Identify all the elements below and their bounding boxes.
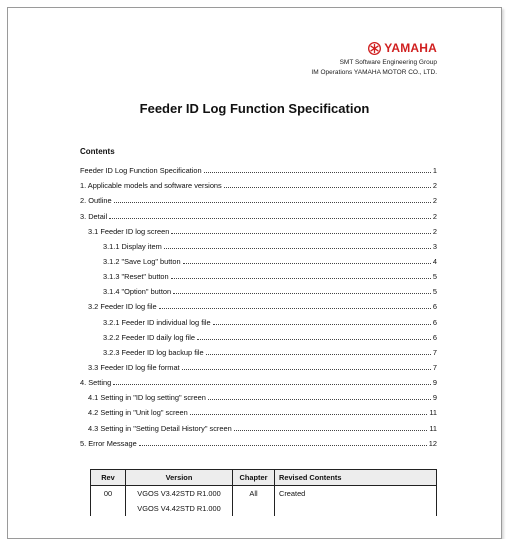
cell-version: VGOS V4.42STD R1.000 [126, 501, 233, 516]
toc-page-number: 11 [429, 423, 437, 433]
table-row [91, 486, 437, 502]
header-version: Version [126, 470, 233, 486]
header-chapter: Chapter [233, 470, 275, 486]
toc-entry[interactable] [80, 205, 437, 220]
toc-entry[interactable] [80, 236, 437, 251]
toc-entry-text: 1. Applicable models and software versions [80, 181, 222, 191]
toc-entry[interactable] [80, 387, 437, 402]
toc-leader [197, 339, 431, 340]
toc-entry-text: 3.2.1 Feeder ID individual log file [103, 317, 211, 327]
table-header-row [91, 470, 437, 486]
toc-entry-text: 5. Error Message [80, 438, 137, 448]
toc-page-number: 4 [432, 256, 437, 266]
toc-entry-text: 3.2 Feeder ID log file [88, 302, 157, 312]
cell-chapter: All [233, 486, 275, 502]
toc-leader [113, 384, 431, 385]
toc-entry-text: 3.1.2 "Save Log" button [103, 256, 181, 266]
cell-version: VGOS V3.42STD R1.000 [126, 486, 233, 502]
tuning-forks-icon [368, 42, 381, 55]
toc-page-number: 6 [432, 332, 437, 342]
toc-entry[interactable] [80, 311, 437, 326]
toc-entry-text: Feeder ID Log Function Specification [80, 166, 202, 176]
toc-entry-text: 4.3 Setting in "Setting Detail History" screen [88, 423, 232, 433]
toc-entry-text: 3.1 Feeder ID log screen [88, 226, 170, 236]
toc-leader [190, 414, 428, 415]
toc-entry-text: 4.1 Setting in "ID log setting" screen [88, 393, 206, 403]
toc-entry[interactable] [80, 357, 437, 372]
toc-page-number: 2 [432, 226, 437, 236]
toc-entry[interactable] [80, 190, 437, 205]
toc-entry-text: 4.2 Setting in "Unit log" screen [88, 408, 188, 418]
toc-entry[interactable] [80, 281, 437, 296]
toc-page-number: 2 [432, 211, 437, 221]
toc-entry-text: 3.2.2 Feeder ID daily log file [103, 332, 196, 342]
toc-entry[interactable] [80, 266, 437, 281]
toc-page-number: 5 [432, 272, 437, 282]
toc-leader [114, 202, 431, 203]
org-line: IM Operations YAMAHA MOTOR CO., LTD. [311, 69, 437, 76]
toc-leader [204, 172, 431, 173]
toc-leader [213, 324, 431, 325]
table-row [91, 501, 437, 516]
toc-page-number: 11 [429, 408, 437, 418]
toc-entry[interactable] [80, 402, 437, 417]
toc-leader [173, 293, 431, 294]
org-line: SMT Software Engineering Group [339, 59, 437, 66]
toc-leader [164, 248, 431, 249]
cell-rev: 00 [91, 486, 126, 502]
toc-entry[interactable] [80, 372, 437, 387]
toc-leader [171, 233, 431, 234]
toc-entry[interactable] [80, 221, 437, 236]
cell-revised-contents [275, 501, 437, 516]
toc-page-number: 6 [432, 302, 437, 312]
toc-entry[interactable] [80, 251, 437, 266]
toc-entry-text: 3.1.1 Display item [103, 241, 162, 251]
toc-leader [109, 218, 431, 219]
toc-page-number: 9 [432, 378, 437, 388]
toc-leader [224, 187, 431, 188]
toc-leader [208, 399, 431, 400]
toc-page-number: 7 [432, 362, 437, 372]
toc-entry-text: 3. Detail [80, 211, 108, 221]
toc-entry[interactable] [80, 417, 437, 432]
toc-entry-text: 3.1.3 "Reset" button [103, 272, 169, 282]
toc-leader [182, 369, 431, 370]
document-page [7, 7, 502, 539]
toc-page-number: 1 [432, 166, 437, 176]
header-revised-contents: Revised Contents [275, 470, 437, 486]
toc-leader [183, 263, 431, 264]
brand-name: YAMAHA [384, 41, 437, 55]
toc-page-number: 5 [432, 287, 437, 297]
toc-page-number: 6 [432, 317, 437, 327]
toc-entry[interactable] [80, 327, 437, 342]
cell-revised-contents: Created [275, 486, 437, 502]
toc-leader [159, 308, 431, 309]
toc-leader [206, 354, 431, 355]
contents-heading: Contents [80, 147, 115, 156]
toc-page-number: 7 [432, 347, 437, 357]
toc-entry[interactable] [80, 342, 437, 357]
revision-table [90, 469, 437, 516]
toc-entry[interactable] [80, 175, 437, 190]
toc-entry[interactable] [80, 433, 437, 448]
organization-block [311, 58, 437, 78]
toc-entry-text: 3.2.3 Feeder ID log backup file [103, 347, 204, 357]
toc-entry[interactable] [80, 296, 437, 311]
toc-entry[interactable] [80, 160, 437, 175]
document-title: Feeder ID Log Function Specification [139, 101, 370, 116]
toc-leader [139, 445, 427, 446]
toc-page-number: 12 [428, 438, 437, 448]
table-of-contents [80, 160, 437, 448]
header-rev: Rev [91, 470, 126, 486]
toc-leader [234, 430, 428, 431]
toc-entry-text: 2. Outline [80, 196, 112, 206]
cell-chapter [233, 501, 275, 516]
toc-page-number: 2 [432, 196, 437, 206]
toc-entry-text: 3.1.4 "Option" button [103, 287, 172, 297]
toc-page-number: 9 [432, 393, 437, 403]
yamaha-logo [368, 41, 437, 55]
toc-entry-text: 3.3 Feeder ID log file format [88, 362, 180, 372]
toc-entry-text: 4. Setting [80, 378, 112, 388]
toc-leader [171, 278, 431, 279]
cell-rev [91, 501, 126, 516]
toc-page-number: 3 [432, 241, 437, 251]
toc-page-number: 2 [432, 181, 437, 191]
